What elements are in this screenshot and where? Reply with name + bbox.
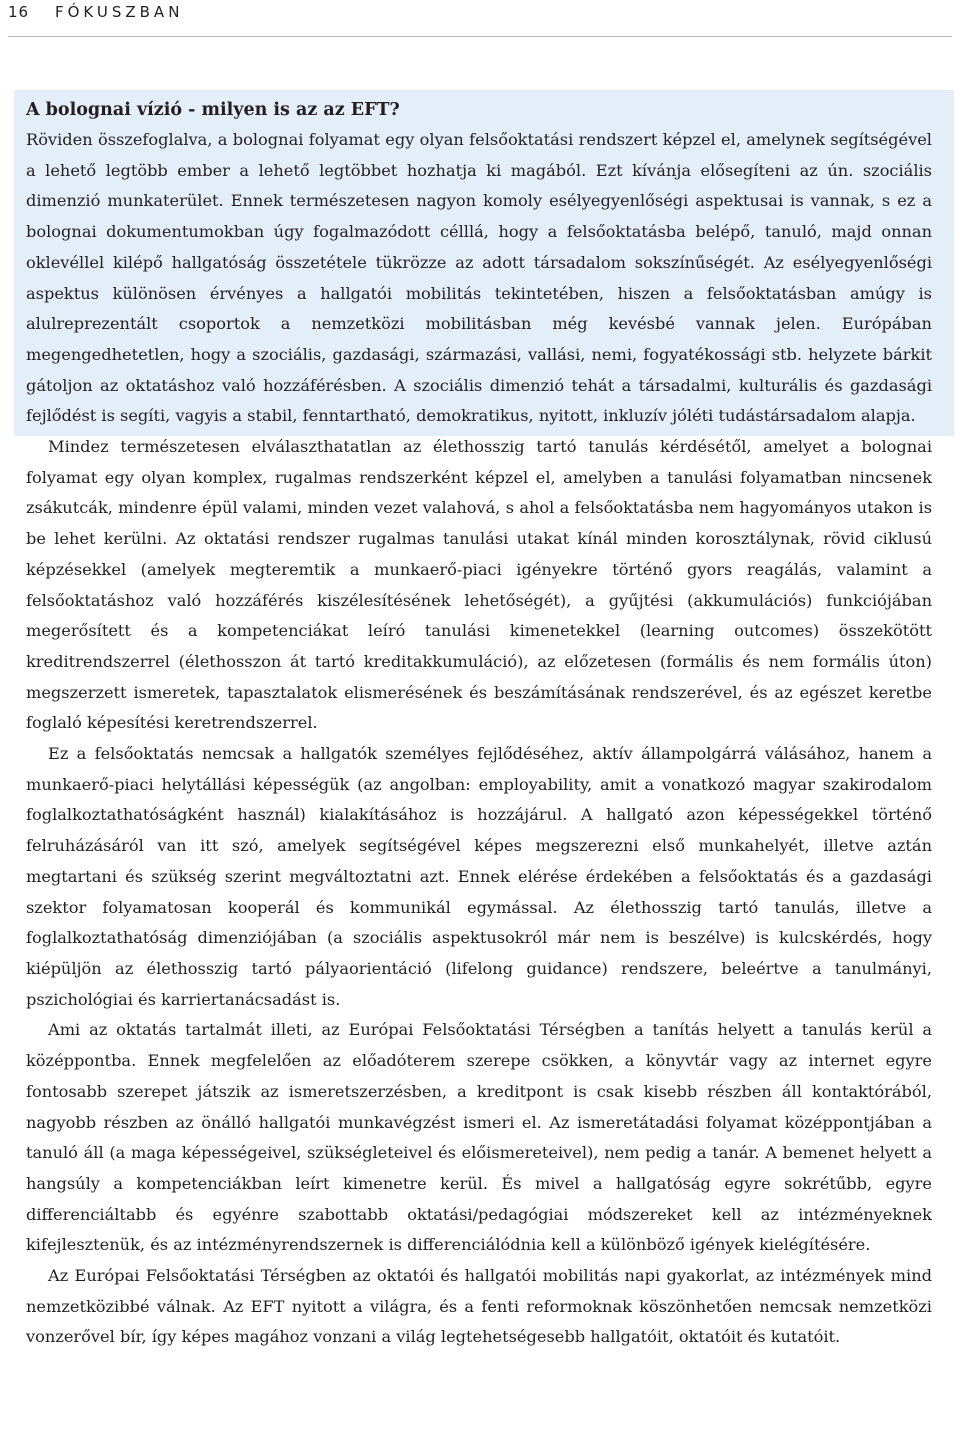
article-body bbox=[26, 96, 932, 1353]
paragraph-employability: Ez a felsőoktatás nemcsak a hallgatók személyes fejlődéséhez, aktív állampolgárrá válásához, hanem a munkaerő-piaci helytállási képességük (az angolban: employability, amit a vonatkozó magyar szakirodalom foglalkoztathatóságként használ) kialakításához is hozzájárul. A hallgató azon képességekkel történő felruházásáról van itt szó, amelyek segítségével képes megszerezni első munkahelyét, illetve aztán megtartani és szükség szerint megváltoztatni azt. Ennek elérése érdekében a felsőoktatás és a gazdasági szektor folyamatosan kooperál és kommunikál egymással. Az élethosszig tartó tanulás, illetve a foglalkoztathatóság dimenziójában (a szociális aspektusokról már nem is beszélve) is kulcskérdés, hogy kiépüljön az élethosszig tartó pályaorientáció (lifelong guidance) rendszere, beleértve a tanulmányi, pszichológiai és karriertanácsadást is. bbox=[26, 744, 932, 1009]
header-divider bbox=[8, 36, 952, 37]
section-title: FÓKUSZBAN bbox=[55, 3, 184, 21]
paragraph-lifelong-learning: Mindez természetesen elválaszthatatlan az élethosszig tartó tanulás kérdésétől, amelyet a bolognai folyamat egy olyan komplex, rugalmas rendszerként képzel el, amelyben a tanulási folyamatban nincsenek zsákutcák, mindenre épül valami, minden vezet valahová, s ahol a felsőoktatásba nem hagyományos utakon is be lehet kerülni. Az oktatási rendszer rugalmas tanulási utakat kínál minden korosztálynak, rövid ciklusú képzésekkel (amelyek megteremtik a munkaerő-piaci igényekre történő gyors reagálás, valamint a felsőoktatáshoz való hozzáférés kiszélesítésének lehetőségét), a gyűjtési (akkumulációs) funkciójában megerősített és a kompetenciákat leíró tanulási kimenetekkel (learning outcomes) összekötött kreditrendszerrel (élethosszon át tartó kreditakkumuláció), az előzetesen (formális és nem formális úton) megszerzett ismeretek, tapasztalatok elismerésének és beszámításának rendszerével, és az egészet keretbe foglaló képesítési keretrendszerrel. bbox=[26, 437, 932, 733]
paragraph-student-centred-learning: Ami az oktatás tartalmát illeti, az Európai Felsőoktatási Térségben a tanítás helyett a tanulás kerül a középpontba. Ennek megfelelően az előadóterem szerepe csökken, a könyvtár vagy az internet egyre fontosabb szerepet játszik az ismeretszerzésben, a kreditpont is csak kisebb részben áll kontaktórából, nagyobb részben az önálló hallgatói munkavégzést ismeri el. Az ismeretátadási folyamat középpontjában a tanuló áll (a maga képességeivel, szükségleteivel és előismereteivel), nem pedig a tanár. A bemenet helyett a hangsúly a kompetenciákban leírt kimenetre kerül. És mivel a hallgatóság egyre sokrétűbb, egyre differenciáltabb és egyénre szabottabb oktatási/pedagógiai módszereket kell az intézményeknek kifejlesztenük, és az intézményrendszernek is differenciálódnia kell a különböző igények kielégítésére. bbox=[26, 1020, 932, 1255]
paragraph-mobility: Az Európai Felsőoktatási Térségben az oktatói és hallgatói mobilitás napi gyakorlat, az intézmények mind nemzetközibbé válnak. Az EFT nyitott a világra, és a fenti reformoknak köszönhetően nemcsak nemzetközi vonzerővel bír, így képes magához vonzani a világ legtehetségesebb hallgatóit, oktatóit és kutatóit. bbox=[26, 1266, 932, 1347]
paragraph-social-dimension: Röviden összefoglalva, a bolognai folyamat egy olyan felsőoktatási rendszert képzel el, amelynek segítségével a lehető legtöbb ember a lehető legtöbbet hozhatja ki magából. Ezt kívánja elősegíteni az ún. szociális dimenzió munkaterület. Ennek természetesen nagyon komoly esélyegyenlőségi aspektusai is vannak, s ez a bolognai dokumentumokban úgy fogalmazódott célllá, hogy a felsőoktatásba belépő, tanuló, majd onnan oklevéllel kilépő hallgatóság összetétele tükrözze az adott társadalom sokszínűségét. Az esélyegyenlőségi aspektus különösen érvényes a hallgatói mobilitás tekintetében, hiszen a felsőoktatásban amúgy is alulreprezentált csoportok a nemzetközi mobilitásban még kevésbé vannak jelen. Európában megengedhetetlen, hogy a szociális, gazdasági, származási, vallási, nemi, fogyatékossági stb. helyzete bárkit gátoljon az oktatáshoz való hozzáférésben. A szociális dimenzió tehát a társadalmi, kulturális és gazdasági fejlődést is segíti, vagyis a stabil, fenntartható, demokratikus, nyitott, inkluzív jóléti tudástársadalom alapja. bbox=[26, 130, 932, 426]
running-header bbox=[0, 0, 960, 40]
article-title: A bolognai vízió - milyen is az az EFT? bbox=[26, 100, 400, 120]
page-number: 16 bbox=[8, 3, 30, 21]
